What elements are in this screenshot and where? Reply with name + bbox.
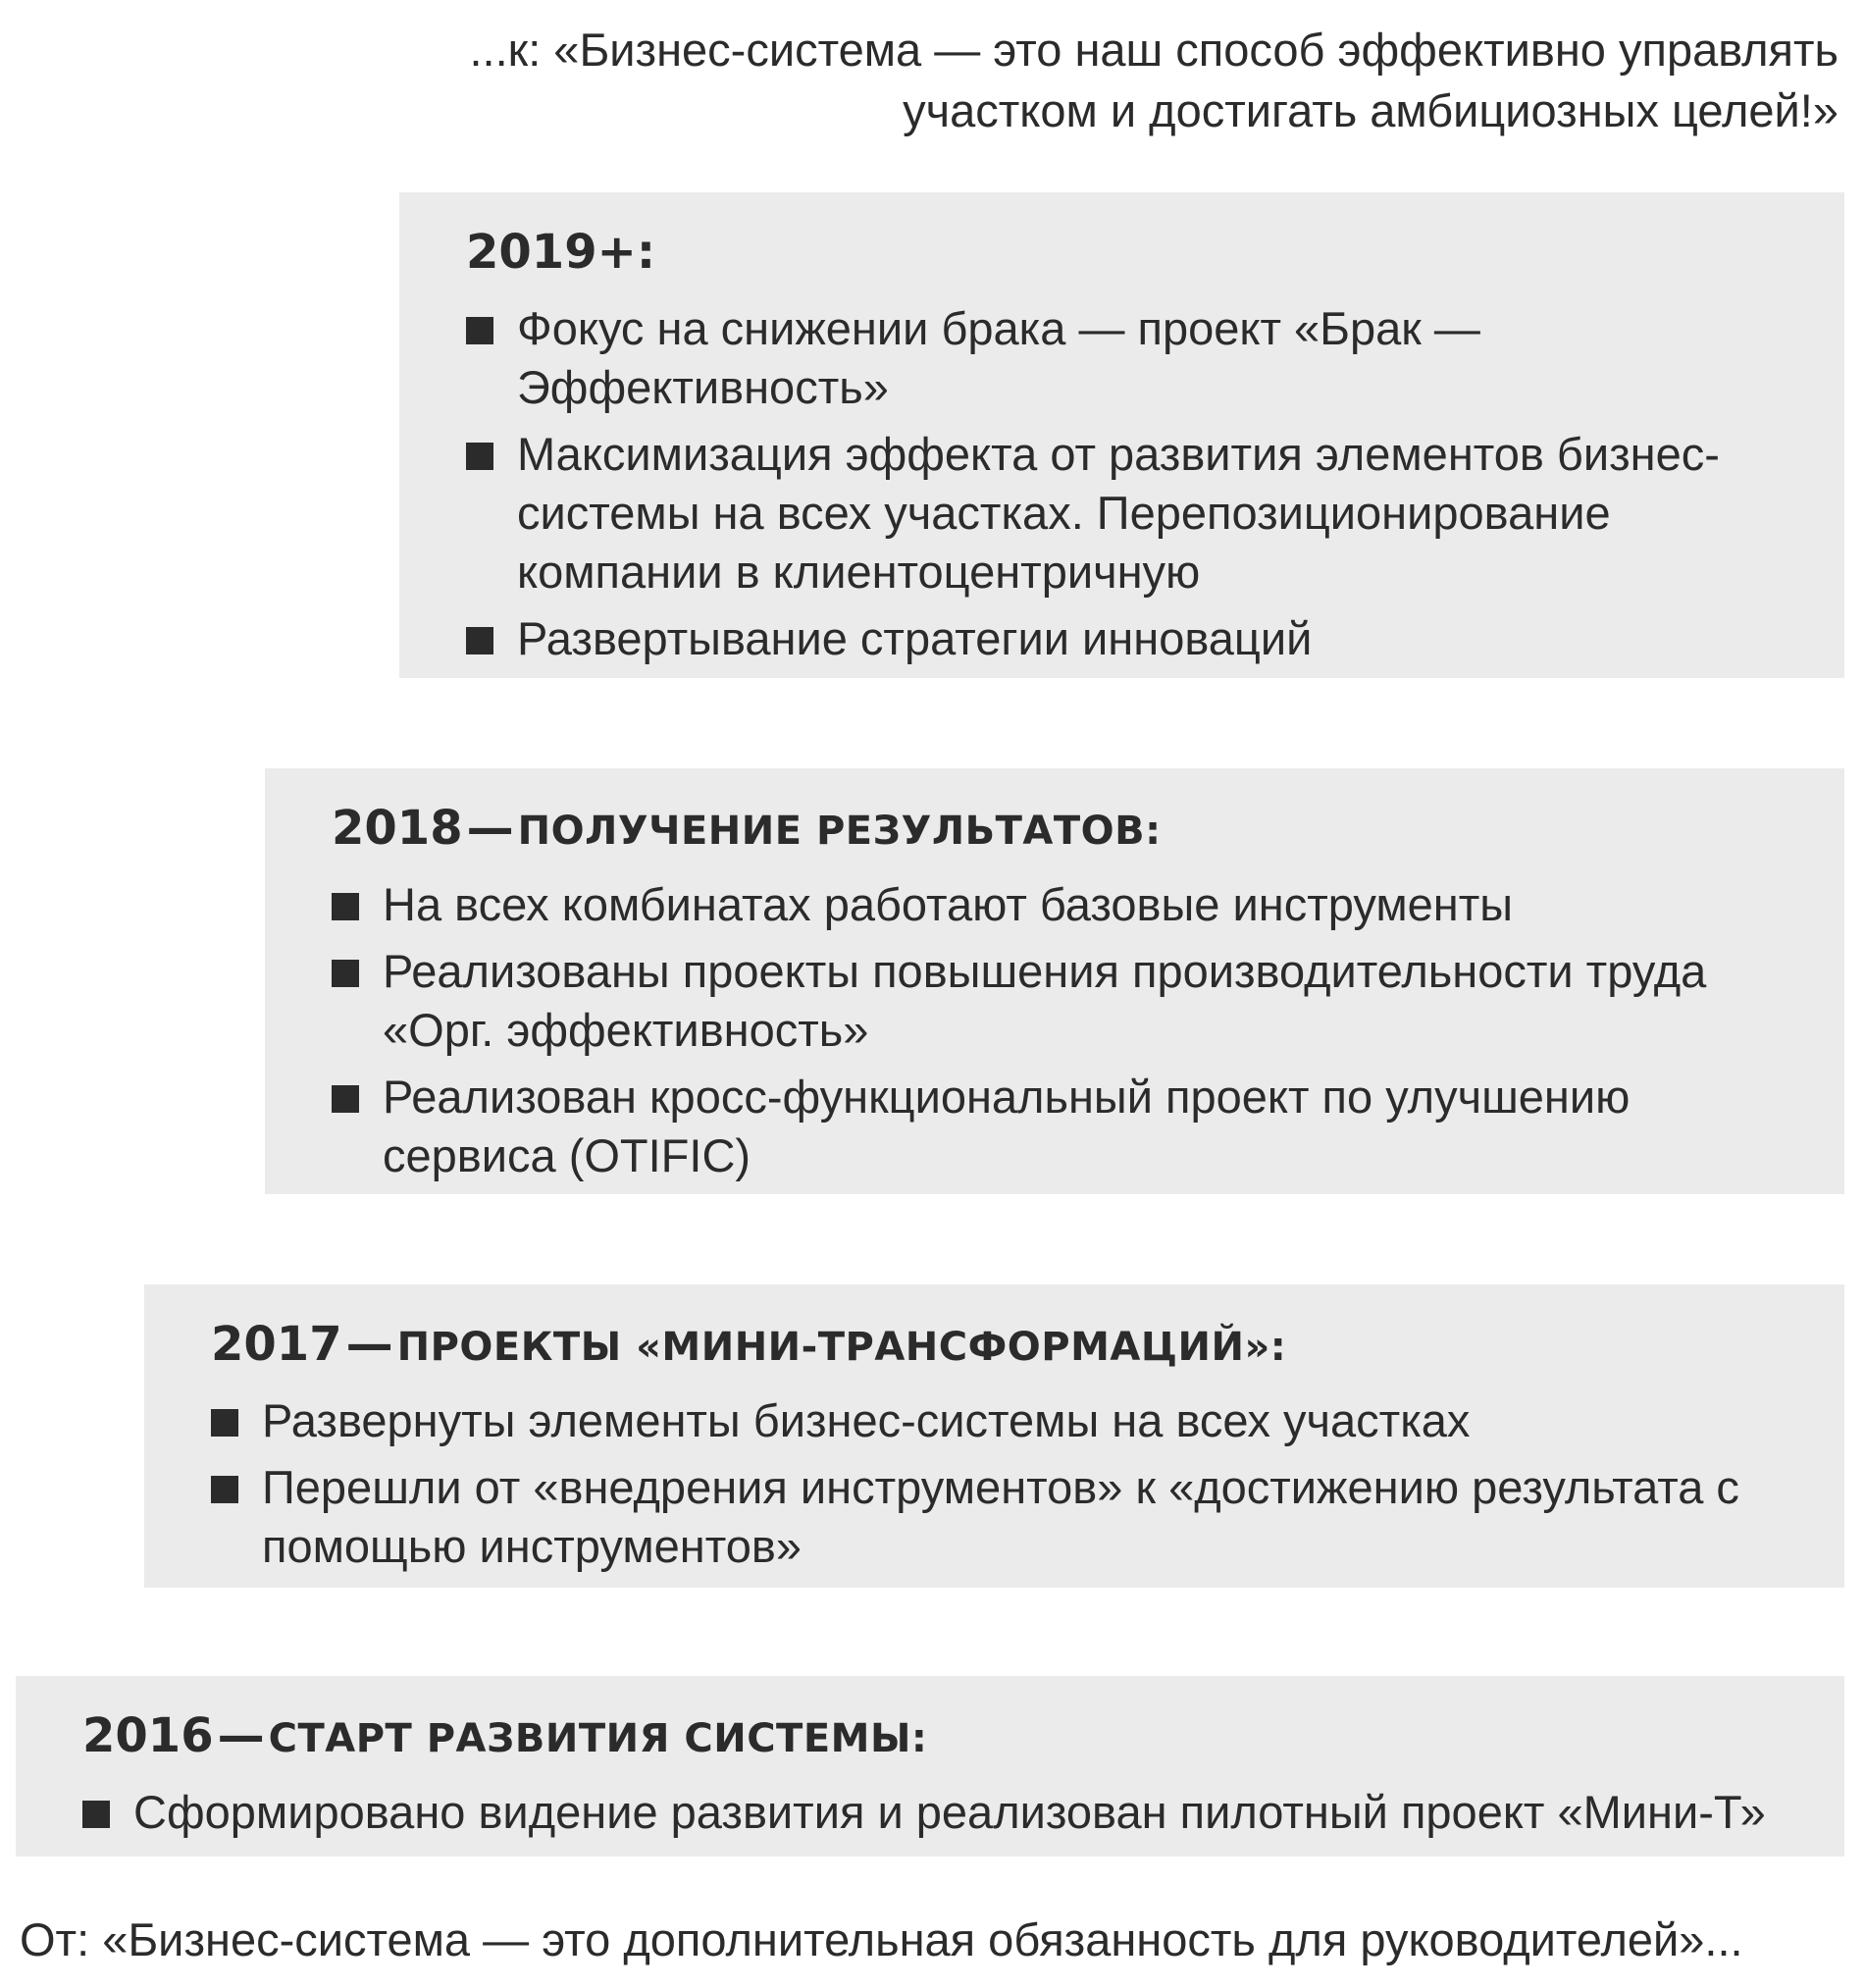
list-item xyxy=(332,875,1805,934)
stage-title: СТАРТ РАЗВИТИЯ СИСТЕМЫ: xyxy=(268,1716,928,1761)
list-item-text: Сформировано видение развития и реализован пилотный проект «Мини-Т» xyxy=(133,1786,1766,1838)
list-item xyxy=(466,425,1805,602)
stage-items xyxy=(332,875,1805,1185)
stage-year: 2019+: xyxy=(466,225,656,280)
stage-items xyxy=(466,299,1805,668)
stage-title: ПРОЕКТЫ «МИНИ-ТРАНСФОРМАЦИЙ»: xyxy=(396,1325,1287,1370)
list-item xyxy=(466,299,1805,417)
stage-heading xyxy=(466,222,1805,293)
list-item xyxy=(332,1068,1805,1185)
stage-dash: — xyxy=(345,1317,393,1372)
starting-state-quote: От: «Бизнес-система — это дополнительная обязанность для руководителей»... xyxy=(20,1913,1743,1965)
stage-year: 2017 xyxy=(211,1317,342,1372)
stage-heading xyxy=(211,1314,1805,1386)
list-item xyxy=(332,942,1805,1060)
list-item xyxy=(211,1391,1805,1450)
stage-dash: — xyxy=(466,801,514,856)
square-bullet-icon xyxy=(332,893,359,920)
list-item-text: Фокус на снижении брака — проект «Брак — Эффективность» xyxy=(517,302,1480,413)
square-bullet-icon xyxy=(211,1476,238,1503)
square-bullet-icon xyxy=(332,960,359,987)
square-bullet-icon xyxy=(82,1801,110,1828)
list-item-text: На всех комбинатах работают базовые инструменты xyxy=(383,878,1514,930)
list-item-text: Развертывание стратегии инноваций xyxy=(517,612,1313,664)
list-item xyxy=(211,1458,1805,1576)
stage-2019 xyxy=(399,192,1844,678)
stage-dash: — xyxy=(217,1708,265,1763)
stage-year: 2018 xyxy=(332,801,463,856)
stage-2016 xyxy=(16,1676,1844,1857)
stage-heading xyxy=(82,1705,1825,1777)
stage-heading xyxy=(332,798,1805,869)
stage-year: 2016 xyxy=(82,1708,214,1763)
stage-items xyxy=(82,1783,1825,1842)
list-item-text: Реализованы проекты повышения производительности труда «Орг. эффективность» xyxy=(383,945,1707,1056)
list-item-text: Перешли от «внедрения инструментов» к «достижению результата с помощью инструментов» xyxy=(262,1461,1739,1572)
target-state-quote: ...к: «Бизнес-система — это наш способ эффективно управлять участком и достигать амбициозных целей!» xyxy=(469,24,1838,136)
list-item xyxy=(82,1783,1825,1842)
square-bullet-icon xyxy=(211,1409,238,1437)
list-item-text: Максимизация эффекта от развития элементов бизнес-системы на всех участках. Перепозиционирование компании в клиентоцентричную xyxy=(517,428,1720,598)
stage-2018 xyxy=(265,768,1844,1194)
list-item xyxy=(466,609,1805,668)
list-item-text: Развернуты элементы бизнес-системы на всех участках xyxy=(262,1394,1471,1446)
square-bullet-icon xyxy=(466,443,493,470)
square-bullet-icon xyxy=(466,627,493,654)
list-item-text: Реализован кросс-функциональный проект по улучшению сервиса (OTIFIC) xyxy=(383,1071,1631,1181)
stage-title: ПОЛУЧЕНИЕ РЕЗУЛЬТАТОВ: xyxy=(517,809,1162,854)
square-bullet-icon xyxy=(332,1085,359,1113)
stage-items xyxy=(211,1391,1805,1576)
square-bullet-icon xyxy=(466,317,493,344)
stage-2017 xyxy=(144,1284,1844,1588)
